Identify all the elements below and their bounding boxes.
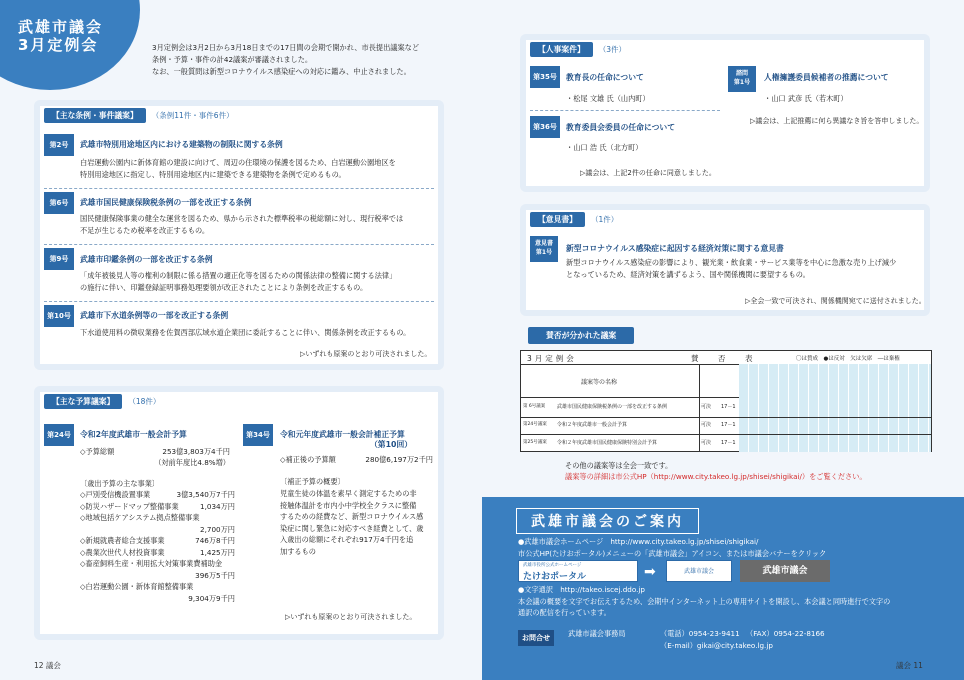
contact-label: お問合せ <box>518 630 554 646</box>
opinion-note: ▷全会一致で可決され、関係機関宛てに送付されました。 <box>745 297 926 305</box>
row-name: 令和２年度武雄市国民健康保険特別会計予算 <box>557 440 658 446</box>
item-title: 武雄市特別用途地区内における建築物の制限に関する条例 <box>80 140 283 149</box>
item-title: 令和元年度武雄市一般会計補正予算 <box>280 430 405 439</box>
item-number: 第9号 <box>44 248 74 270</box>
budget-sub: （対前年度比4.8%増） <box>154 458 230 467</box>
row-name: ◇農業次世代人材投資事業 <box>80 547 165 557</box>
ordinances-tag: 【主な条例・事件議案】 <box>44 108 146 123</box>
table-header: 賛 否 表 <box>691 354 759 363</box>
page-title <box>18 18 103 54</box>
guide-url[interactable]: ●文字通訳 http://takeo.iscej.ddo.jp <box>518 585 645 594</box>
row-name: ◇畜産飼料生産・利用拡大対策事業費補助金 <box>80 559 223 568</box>
item-desc: 国民健康保険事業の健全な運営を図るため、県から示された標準税率の税総額に対し、現行税率では <box>80 214 404 223</box>
item-number: 第10号 <box>44 305 74 327</box>
ordinances-header <box>44 108 234 123</box>
item-number: 第34号 <box>243 424 273 446</box>
row-name: 武雄市国民健康保険税条例の一部を改正する条例 <box>557 404 668 410</box>
item-title: 令和2年度武雄市一般会計予算 <box>80 430 187 439</box>
row-name: ◇新規就農者総合支援事業 <box>80 536 165 545</box>
item-title: 人権擁護委員候補者の推薦について <box>764 73 889 82</box>
divider <box>44 301 434 302</box>
item-title: 武雄市下水道条例等の一部を改正する条例 <box>80 311 229 320</box>
item-desc: 白岩運動公園内に新体育館の建設に向けて、周辺の住環境の保護を図るため、白岩運動公園地区を <box>80 158 396 167</box>
portal-small: 武雄市役所公式ホームページ <box>523 563 582 568</box>
num-line: 意見書 <box>534 240 553 247</box>
vote-tag: 賛否が分かれた議案 <box>528 327 634 344</box>
contact-office: 武雄市議会事務局 <box>568 629 626 638</box>
item-number <box>728 66 756 92</box>
opinion-header <box>530 212 618 227</box>
budget-count: （18件） <box>128 397 161 406</box>
text-line: 接触体温計を市内小中学校全クラスに整備 <box>280 500 417 510</box>
row-name: 令和２年度武雄市一般会計予算 <box>557 422 628 428</box>
row-result: 可決 <box>701 404 712 410</box>
portal-name: たけおポータル <box>523 572 587 582</box>
intro-text <box>152 42 419 78</box>
vote-after: その他の議案等は全会一致です。 <box>565 461 673 470</box>
vote-table <box>520 350 932 452</box>
intro-line: なお、一般質問は新型コロナウイルス感染症への対応に鑑み、中止されました。 <box>152 67 411 76</box>
row-name: ◇白岩運動公園・新体育館整備事業 <box>80 582 194 591</box>
title-line2: 3月定例会 <box>18 36 99 54</box>
row-name: ◇防災ハザードマップ整備事業 <box>80 501 179 511</box>
text-line: 染症に関し緊急に対応すべき経費として、歳 <box>280 523 424 533</box>
row-val: 1,034万円 <box>200 501 235 511</box>
row-val: 3億3,540万7千円 <box>176 490 235 499</box>
personnel-note: ▷議会は、上記2件の任命に同意しました。 <box>580 169 716 177</box>
item-desc: 下水道使用料の徴収業務を佐賀西部広域水道企業団に委託することに伴い、関係条例を改正するもの。 <box>80 328 411 337</box>
item-number: 第2号 <box>44 134 74 156</box>
item-number: 第6号 <box>44 192 74 214</box>
row-val: 9,304万9千円 <box>188 593 235 603</box>
text-line: 入歳出の総額にそれぞれ917万4千円を追 <box>280 535 414 544</box>
row-name: ◇戸別受信機設置事業 <box>80 490 151 499</box>
contact-fax: （FAX）0954-22-8166 <box>746 629 825 638</box>
item-number <box>530 236 558 262</box>
guide-title: 武雄市議会のご案内 <box>516 508 699 534</box>
budget-amount: 280億6,197万2千円 <box>365 455 433 464</box>
table-legend: 〇は賛成 ●は反対 欠は欠席 ―は棄権 <box>796 356 900 362</box>
row-val: 396万5千円 <box>195 570 235 580</box>
item-title-2: （第10回） <box>370 440 413 449</box>
person: ・松尾 文雄 氏（山内町） <box>566 94 650 103</box>
row-result: 可決 <box>701 440 712 446</box>
item-desc: の施行に伴い、印鑑登録証明事務処理要領が改正されたことにより条例を改正するもの。 <box>80 282 368 292</box>
contact-email[interactable]: （E-mail）gikai@city.takeo.lg.jp <box>660 641 773 650</box>
opinion-count: （1件） <box>590 215 619 224</box>
page-number-left: 12 議会 <box>34 661 61 670</box>
person: ・山口 浩 氏（北方町） <box>566 143 643 152</box>
item-desc: 不足が生じるため税率を改正するもの。 <box>80 225 210 235</box>
row-val: 1,425万円 <box>200 547 235 557</box>
arrow-right-icon: ➡ <box>644 564 656 580</box>
table-title: 3月定例会 <box>527 354 577 363</box>
item-desc: 新型コロナウイルス感染症の影響により、観光業・飲食業・サービス業等を中心に急激な売り上げ減少 <box>566 258 897 267</box>
row-val: 2,700万円 <box>200 524 235 534</box>
ordinances-note: ▷いずれも原案のとおり可決されました。 <box>300 350 432 358</box>
budget-lines <box>280 488 440 557</box>
vote-link[interactable]: 議案等の詳細は市公式HP（http://www.city.takeo.lg.jp/shisei/shigikai/）をご覧ください。 <box>565 472 867 481</box>
ordinances-count: （条例11件・事件6件） <box>151 111 234 120</box>
budget-rows <box>80 489 235 604</box>
budget-head: 〔歳出予算の主な事業〕 <box>80 479 160 488</box>
text-line: 児童生徒の体温を素早く測定するための非 <box>280 489 417 498</box>
item-desc: 「成年被後見人等の権利の制限に係る措置の適正化等を図るための関係法律の整備に関する法律」 <box>80 271 397 280</box>
row-count: 17－1 <box>721 440 736 446</box>
item-title: 教育委員会委員の任命について <box>566 123 675 132</box>
person: ・山口 武彦 氏（若木町） <box>764 94 848 103</box>
row-count: 17－1 <box>721 404 736 410</box>
item-title: 教育長の任命について <box>566 73 644 82</box>
row-name: ◇地域包括ケアシステム拠点整備事業 <box>80 513 200 522</box>
row-count: 17－1 <box>721 422 736 428</box>
title-line1: 武雄市議会 <box>18 18 104 36</box>
guide-text: 本会議の概要を文字でお伝えするため、会期中インターネット上の専用サイトを開設し、本会議と同時進行で文字の <box>518 596 891 606</box>
budget-amount: 253億3,803万4千円 <box>162 447 230 456</box>
item-desc: となっているため、経済対策を講ずるよう、国や関係機関に要望するもの。 <box>566 269 810 279</box>
text-line: するための経費など、新型コロナウイルス感 <box>280 512 424 521</box>
personnel-count: （3件） <box>598 45 627 54</box>
guide-text: 市公式HP(たけおポータル)メニューの「武雄市議会」アイコン、または市議会バナーをクリック <box>518 548 827 558</box>
row-no: 第 6号議案 <box>523 404 546 409</box>
num-line: 第1号 <box>733 79 751 86</box>
budget-head: 〔補正予算の概要〕 <box>280 477 345 486</box>
guide-url[interactable]: ●武雄市議会ホームページ http://www.city.takeo.lg.jp/shisei/shigikai/ <box>518 537 759 546</box>
num-line: 諮問 <box>735 70 748 77</box>
num-line: 第1号 <box>535 249 553 256</box>
council-banner[interactable]: 武雄市議会 <box>740 560 830 582</box>
guide-text: 通訳の配信を行っています。 <box>518 608 611 617</box>
portal-banner[interactable] <box>518 560 638 582</box>
row-val: 746万8千円 <box>195 536 235 545</box>
col-name: 議案等の名称 <box>581 379 618 386</box>
item-title: 武雄市印鑑条例の一部を改正する条例 <box>80 255 213 264</box>
page-number-right: 議会 11 <box>896 661 923 670</box>
council-icon[interactable]: 武雄市議会 <box>666 560 732 582</box>
row-result: 可決 <box>701 422 712 428</box>
item-title: 新型コロナウイルス感染症に起因する経済対策に関する意見書 <box>566 244 784 253</box>
divider <box>530 110 720 111</box>
divider <box>44 244 434 245</box>
item-number: 第24号 <box>44 424 74 446</box>
opinion-tag: 【意見書】 <box>530 212 585 227</box>
personnel-tag: 【人事案件】 <box>530 42 593 57</box>
item-title: 武雄市国民健康保険税条例の一部を改正する条例 <box>80 198 252 207</box>
item-number: 第35号 <box>530 66 560 88</box>
budget-header <box>44 394 160 409</box>
personnel-note: ▷議会は、上記推薦に何ら異議なき旨を答申しました。 <box>750 117 924 125</box>
item-number: 第36号 <box>530 116 560 138</box>
budget-note: ▷いずれも原案のとおり可決されました。 <box>285 613 417 621</box>
item-desc: 特別用途地区に指定し、特別用途地区内に建築できる建築物を条例で定めるもの。 <box>80 169 346 179</box>
text-line: 加するもの <box>280 546 316 556</box>
intro-line: 3月定例会は3月2日から3月18日までの17日間の会期で開かれ、市長提出議案など <box>152 43 420 52</box>
personnel-header <box>530 42 626 57</box>
budget-label: ◇予算総額 <box>80 447 115 456</box>
row-no: 第24号議案 <box>523 422 547 427</box>
contact-tel: （電話）0954-23-9411 <box>660 629 740 638</box>
row-no: 第25号議案 <box>523 440 547 445</box>
divider <box>44 188 434 189</box>
intro-line: 条例・予算・事件の計42議案が審議されました。 <box>152 55 313 64</box>
budget-tag: 【主な予算議案】 <box>44 394 122 409</box>
budget-label: ◇補正後の予算額 <box>280 455 336 464</box>
